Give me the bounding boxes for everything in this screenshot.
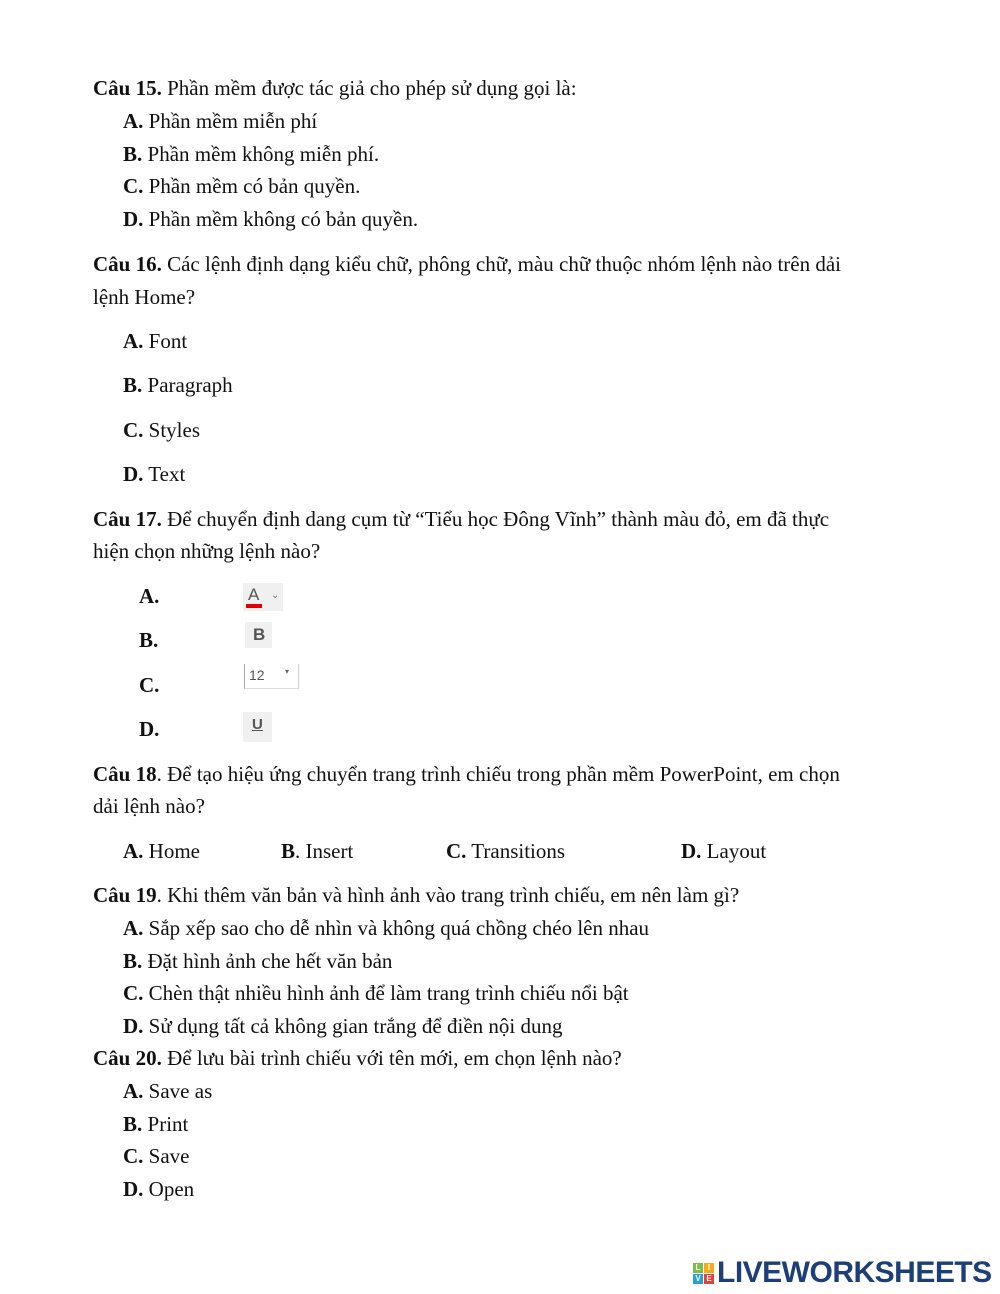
- logo-tile: I: [704, 1263, 714, 1273]
- option-label: A.: [123, 916, 144, 940]
- option-text: Paragraph: [142, 373, 233, 397]
- red-color-bar: [246, 604, 262, 608]
- question-number: Câu 19: [93, 883, 157, 907]
- option-label: D.: [123, 1014, 144, 1038]
- option-text: Save: [143, 1144, 190, 1168]
- option-b: [123, 373, 233, 397]
- option-label: [139, 628, 158, 652]
- logo-text: LIVEWORKSHEETS: [717, 1256, 992, 1289]
- question-19: [93, 883, 739, 907]
- option-text: Phần mềm không có bản quyền.: [143, 207, 419, 231]
- font-size-dropdown: [244, 664, 299, 689]
- liveworksheets-logo: [693, 1256, 992, 1290]
- option-label: D.: [681, 839, 702, 863]
- option-label: [139, 717, 159, 741]
- option-b-label: B.: [139, 628, 159, 652]
- option-label: C.: [123, 174, 144, 198]
- option-text: Sắp xếp sao cho dễ nhìn và không quá chồng chéo lên nhau: [143, 916, 650, 940]
- option-text: Home: [143, 839, 200, 863]
- logo-tiles-icon: [693, 1263, 714, 1284]
- logo-tile: L: [693, 1263, 703, 1273]
- option-text: Save as: [143, 1079, 213, 1103]
- question-text: Các lệnh định dạng kiểu chữ, phông chữ, màu chữ thuộc nhóm lệnh nào trên dải: [161, 252, 842, 276]
- question-15: [93, 76, 577, 100]
- option-label: A.: [123, 839, 144, 863]
- font-size-value: 12: [249, 667, 265, 683]
- option-label: B: [281, 839, 296, 863]
- option-text: Print: [142, 1112, 189, 1136]
- option-text: Phần mềm có bản quyền.: [143, 174, 361, 198]
- option-label: A.: [123, 109, 144, 133]
- question-number: Câu 15.: [93, 76, 162, 100]
- option-label: C.: [123, 1144, 144, 1168]
- underline-glyph: U: [252, 716, 263, 733]
- option-c: [123, 174, 360, 198]
- option-c: [123, 1144, 190, 1168]
- option-a: [123, 1079, 212, 1103]
- question-18-cont: dải lệnh nào?: [93, 794, 205, 818]
- caret-down-icon: ▾: [285, 667, 290, 676]
- option-label: [139, 584, 159, 608]
- option-label: B.: [123, 373, 143, 397]
- question-20: [93, 1046, 622, 1070]
- font-color-icon: [243, 583, 283, 611]
- question-18: [93, 762, 840, 786]
- question-number: Câu 18: [93, 762, 157, 786]
- option-label: D.: [123, 1177, 144, 1201]
- option-text: Styles: [143, 418, 201, 442]
- option-a: [123, 329, 187, 353]
- option-text: . Insert: [295, 839, 354, 863]
- option-text: Đặt hình ảnh che hết văn bản: [142, 949, 393, 973]
- question-text: Để chuyển định dang cụm từ “Tiểu học Đông Vĩnh” thành màu đỏ, em đã thực: [161, 507, 830, 531]
- option-label: B.: [123, 949, 143, 973]
- logo-tile: E: [704, 1274, 714, 1284]
- option-b: [123, 142, 379, 166]
- option-a: [123, 109, 317, 133]
- option-d: [123, 1177, 194, 1201]
- question-text: Phần mềm được tác giả cho phép sử dụng gọi là:: [161, 76, 577, 100]
- option-c: [123, 418, 200, 442]
- option-a: [123, 839, 200, 863]
- option-text: Phần mềm không miễn phí.: [142, 142, 380, 166]
- option-label: B.: [123, 1112, 143, 1136]
- question-number: Câu 20.: [93, 1046, 162, 1070]
- question-text: . Khi thêm văn bản và hình ảnh vào trang trình chiếu, em nên làm gì?: [156, 883, 740, 907]
- option-text: Open: [143, 1177, 195, 1201]
- logo-tile: V: [693, 1274, 703, 1284]
- option-d: [123, 1014, 562, 1038]
- question-17: [93, 507, 829, 531]
- option-d: [681, 839, 766, 863]
- bold-icon: [245, 622, 272, 648]
- option-c-label: C.: [139, 673, 160, 697]
- option-a-label: A.: [139, 584, 160, 608]
- option-text: Layout: [701, 839, 767, 863]
- question-text: . Để tạo hiệu ứng chuyển trang trình chiếu trong phần mềm PowerPoint, em chọn: [156, 762, 840, 786]
- option-text: Chèn thật nhiều hình ảnh để làm trang trình chiếu nổi bật: [143, 981, 629, 1005]
- option-b: [123, 949, 392, 973]
- option-label: [139, 673, 159, 697]
- question-17-cont: hiện chọn những lệnh nào?: [93, 539, 321, 563]
- option-label: A.: [123, 329, 144, 353]
- chevron-down-icon: ⌄: [271, 590, 280, 601]
- option-c: [123, 981, 629, 1005]
- question-16: [93, 252, 841, 276]
- option-a: [123, 916, 649, 940]
- option-label: C.: [123, 981, 144, 1005]
- question-number: Câu 17.: [93, 507, 162, 531]
- option-text: Phần mềm miễn phí: [143, 109, 318, 133]
- question-text: Để lưu bài trình chiếu với tên mới, em chọn lệnh nào?: [161, 1046, 622, 1070]
- font-color-glyph: A: [248, 585, 260, 604]
- option-d-label: D.: [139, 717, 160, 741]
- option-label: D.: [123, 462, 144, 486]
- option-label: B.: [123, 142, 143, 166]
- option-text: Font: [143, 329, 188, 353]
- option-text: Text: [143, 462, 186, 486]
- option-b: [281, 839, 353, 863]
- option-d: [123, 462, 185, 486]
- question-number: Câu 16.: [93, 252, 162, 276]
- underline-icon: [243, 712, 272, 742]
- option-label: C.: [446, 839, 467, 863]
- bold-glyph: B: [253, 625, 266, 644]
- question-16-cont: lệnh Home?: [93, 285, 196, 309]
- option-label: A.: [123, 1079, 144, 1103]
- option-label: C.: [123, 418, 144, 442]
- option-text: Transitions: [466, 839, 566, 863]
- option-c: [446, 839, 565, 863]
- option-text: Sử dụng tất cả không gian trắng để điền nội dung: [143, 1014, 563, 1038]
- option-b: [123, 1112, 188, 1136]
- option-label: D.: [123, 207, 144, 231]
- option-d: [123, 207, 418, 231]
